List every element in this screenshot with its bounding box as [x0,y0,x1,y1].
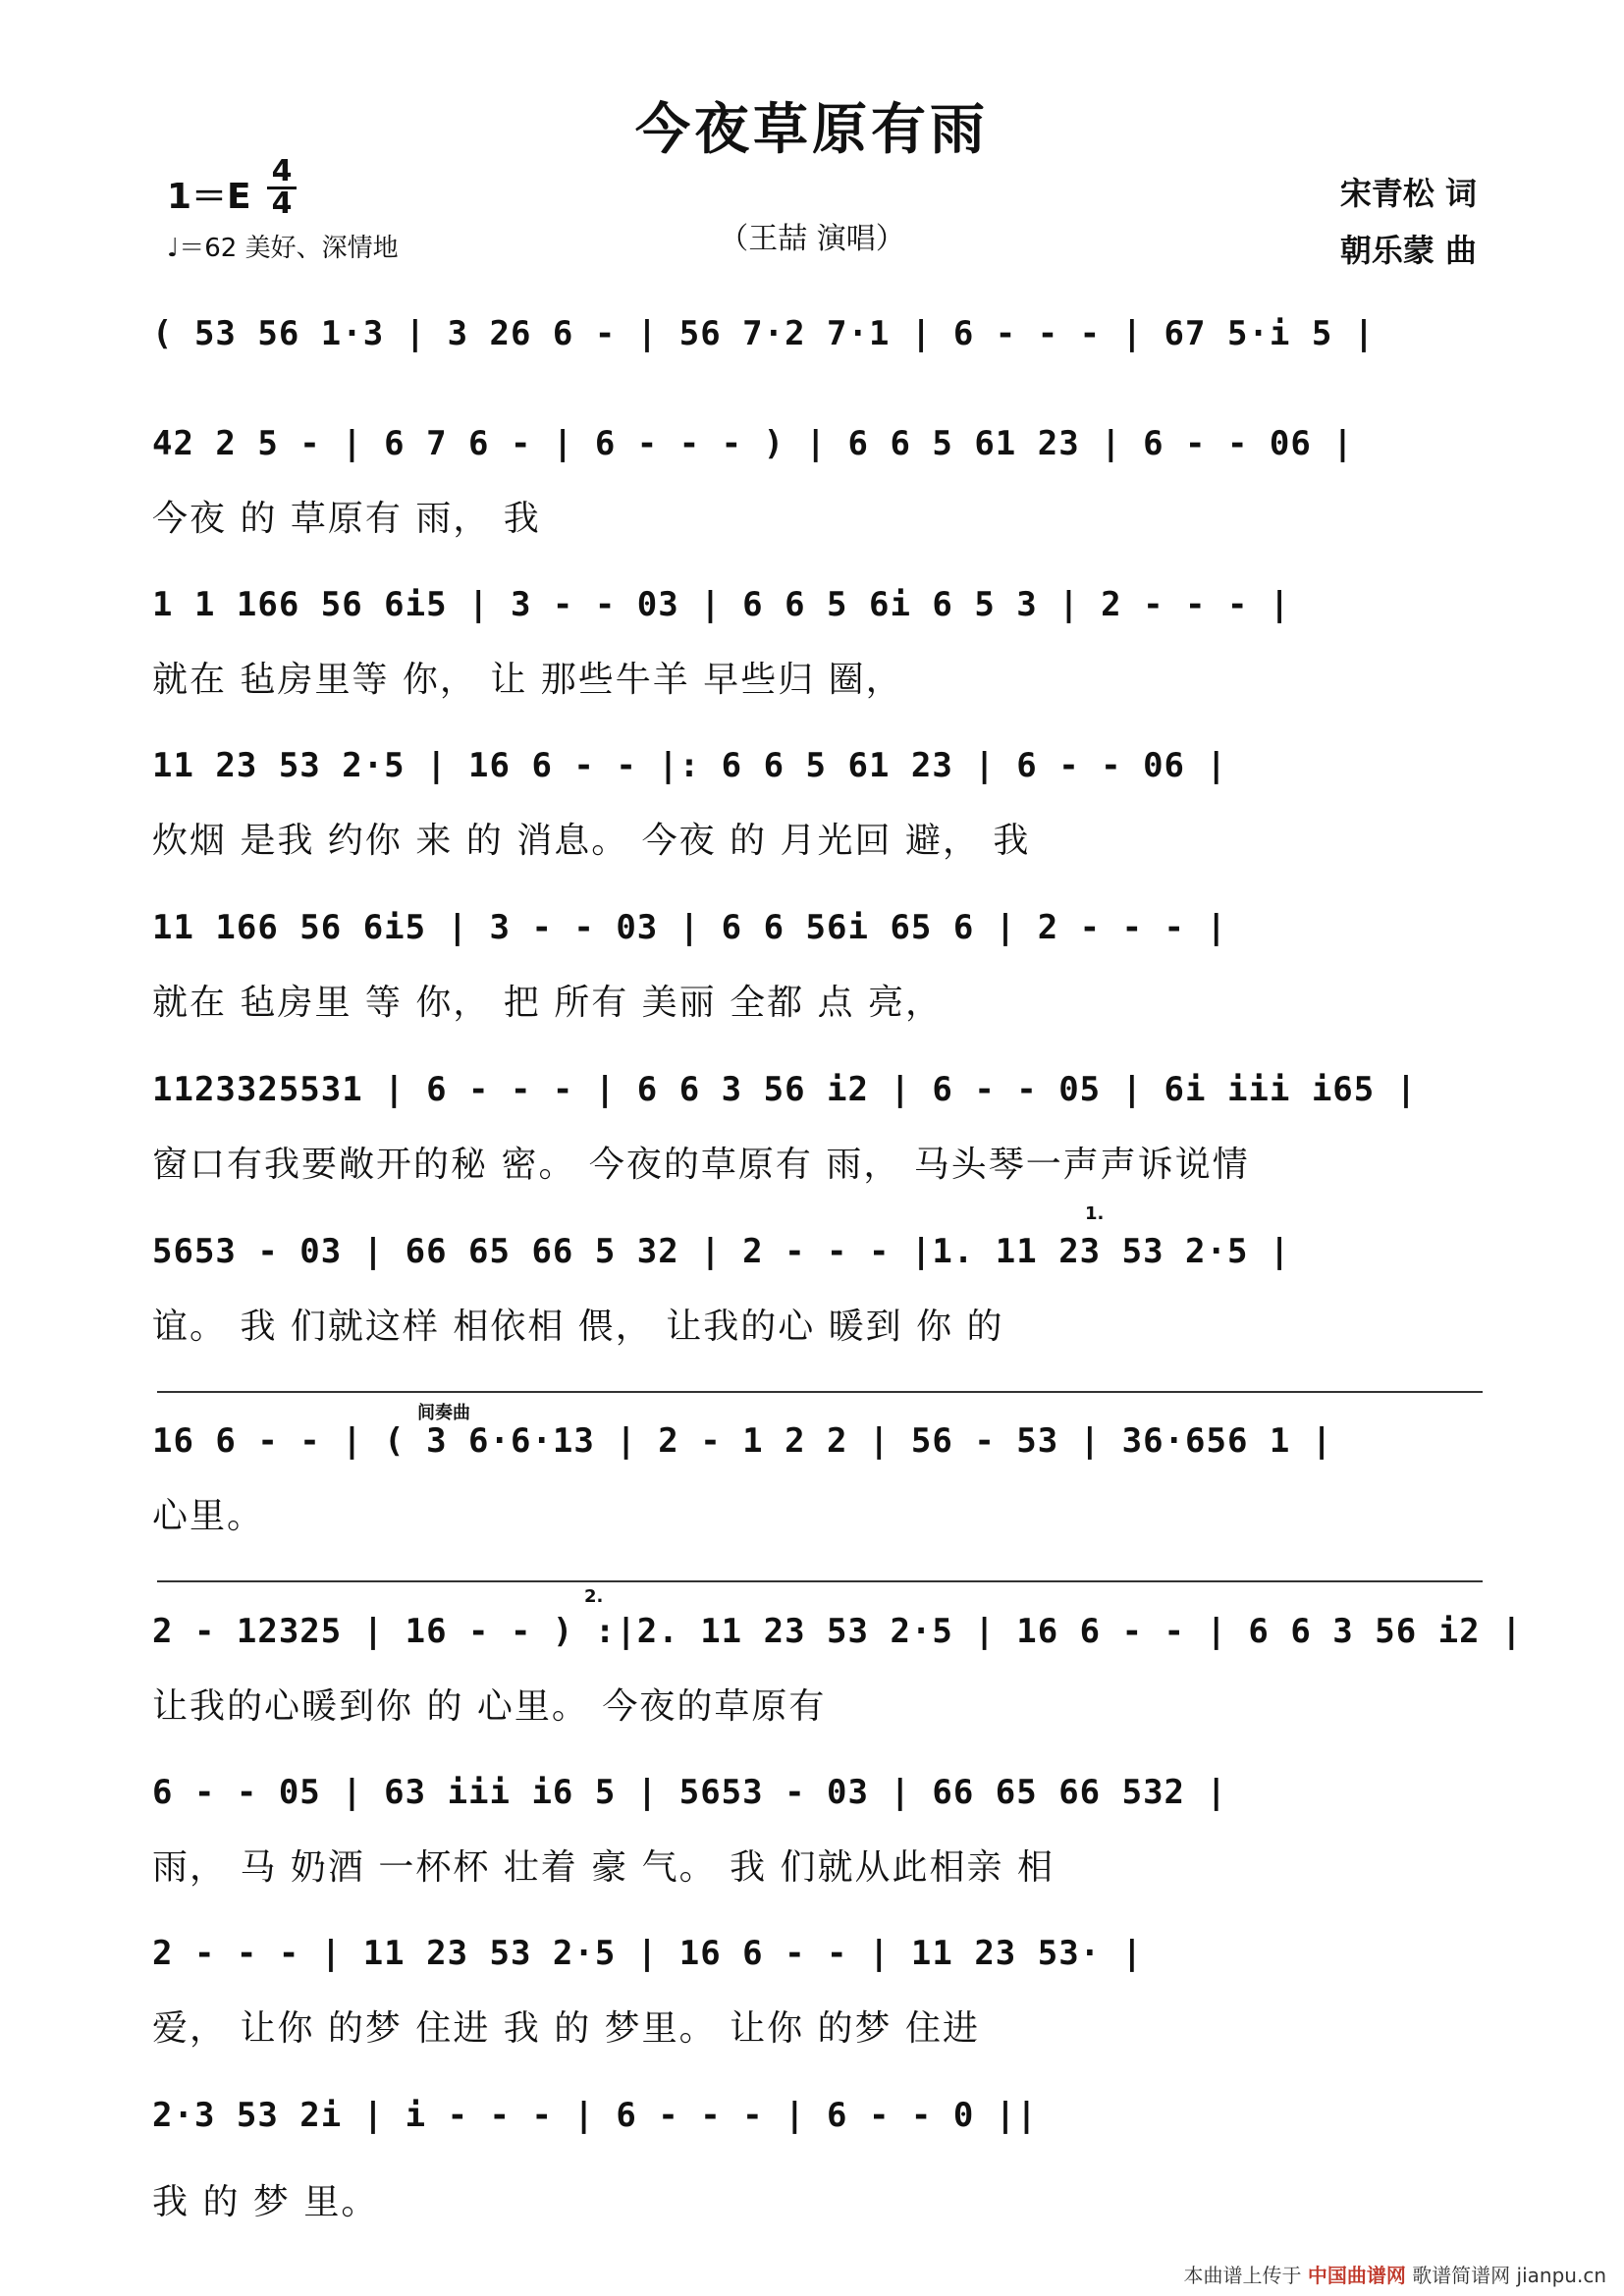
notation-line: ( 53 56 1·3 | 3 26 6 - | 56 7·2 7·1 | 6 - - - | 67 5·i 5 | [152,314,1376,353]
score-title: 今夜草原有雨 [635,97,989,162]
footer-prefix: 本曲谱上传于 [1183,2264,1302,2287]
section-rule [157,1391,1483,1393]
notation-line: 11 166 56 6i5 | 3 - - 03 | 6 6 56i 65 6 | 2 - - - | [152,908,1227,947]
interlude-label: 间奏曲 [417,1403,470,1423]
lyric-line: 爱， 让你 的梦 住进 我 的 梦里。 让你 的梦 住进 [152,2008,980,2049]
volta-2-mark: 2. [584,1586,604,1607]
volta-1-mark: 1. [1085,1203,1105,1224]
notation-line: 5653 - 03 | 66 65 66 5 32 | 2 - - - |1. 11 23 53 2·5 | [152,1232,1291,1271]
composer: 朝乐蒙 曲 [1339,232,1477,269]
notation-line: 1 1 166 56 6i5 | 3 - - 03 | 6 6 5 6i 6 5 3 | 2 - - - | [152,585,1291,624]
lyric-line: 雨， 马 奶酒 一杯杯 壮着 豪 气。 我 们就从此相亲 相 [152,1847,1055,1888]
lyric-line: 炊烟 是我 约你 来 的 消息。 今夜 的 月光回 避， 我 [152,821,1031,861]
lyric-line: 就在 毡房里等 你， 让 那些牛羊 早些归 圈， [152,660,903,700]
footer-url: 歌谱简谱网 jianpu.cn [1412,2264,1606,2287]
notation-line: 1123325531 | 6 - - - | 6 6 3 56 i2 | 6 - - 05 | 6i iii i65 | [152,1070,1418,1109]
lyric-line: 心里。 [152,1496,265,1536]
lyric-line: 让我的心暖到你 的 心里。 今夜的草原有 [152,1686,827,1727]
notation-line: 6 - - 05 | 63 iii i6 5 | 5653 - 03 | 66 65 66 532 | [152,1773,1227,1812]
lyricist: 宋青松 词 [1339,175,1477,212]
notation-line: 42 2 5 - | 6 7 6 - | 6 - - - ) | 6 6 5 61 23 | 6 - - 06 | [152,424,1354,463]
performer: （王喆 演唱） [719,222,905,256]
time-signature-bottom: 4 [271,187,293,221]
notation-line: 11 23 53 2·5 | 16 6 - - |: 6 6 5 61 23 | 6 - - 06 | [152,746,1227,785]
time-signature [267,154,297,221]
section-rule [157,1580,1483,1582]
notation-line: 16 6 - - | ( 3 6·6·13 | 2 - 1 2 2 | 56 - 53 | 36·656 1 | [152,1421,1333,1461]
footer-credit [1183,2260,1606,2288]
time-signature-top: 4 [267,157,297,189]
lyric-line: 谊。 我 们就这样 相依相 偎， 让我的心 暖到 你 的 [152,1307,1004,1347]
key-signature: 1＝E [167,177,251,217]
footer-site-logo: 中国曲谱网 [1307,2264,1406,2287]
tempo-marking: ♩＝62 美好、深情地 [167,234,399,263]
notation-line: 2 - 12325 | 16 - - ) :|2. 11 23 53 2·5 | 16 6 - - | 6 6 3 56 i2 | [152,1612,1523,1651]
notation-line: 2·3 53 2i | i - - - | 6 - - - | 6 - - 0 || [152,2096,1038,2135]
lyric-line: 我 的 梦 里。 [152,2182,379,2222]
lyric-line: 窗口有我要敞开的秘 密。 今夜的草原有 雨， 马头琴一声声诉说情 [152,1145,1250,1185]
lyric-line: 今夜 的 草原有 雨， 我 [152,499,541,539]
notation-line: 2 - - - | 11 23 53 2·5 | 16 6 - - | 11 23 53· | [152,1934,1144,1973]
lyric-line: 就在 毡房里 等 你， 把 所有 美丽 全都 点 亮， [152,983,943,1023]
